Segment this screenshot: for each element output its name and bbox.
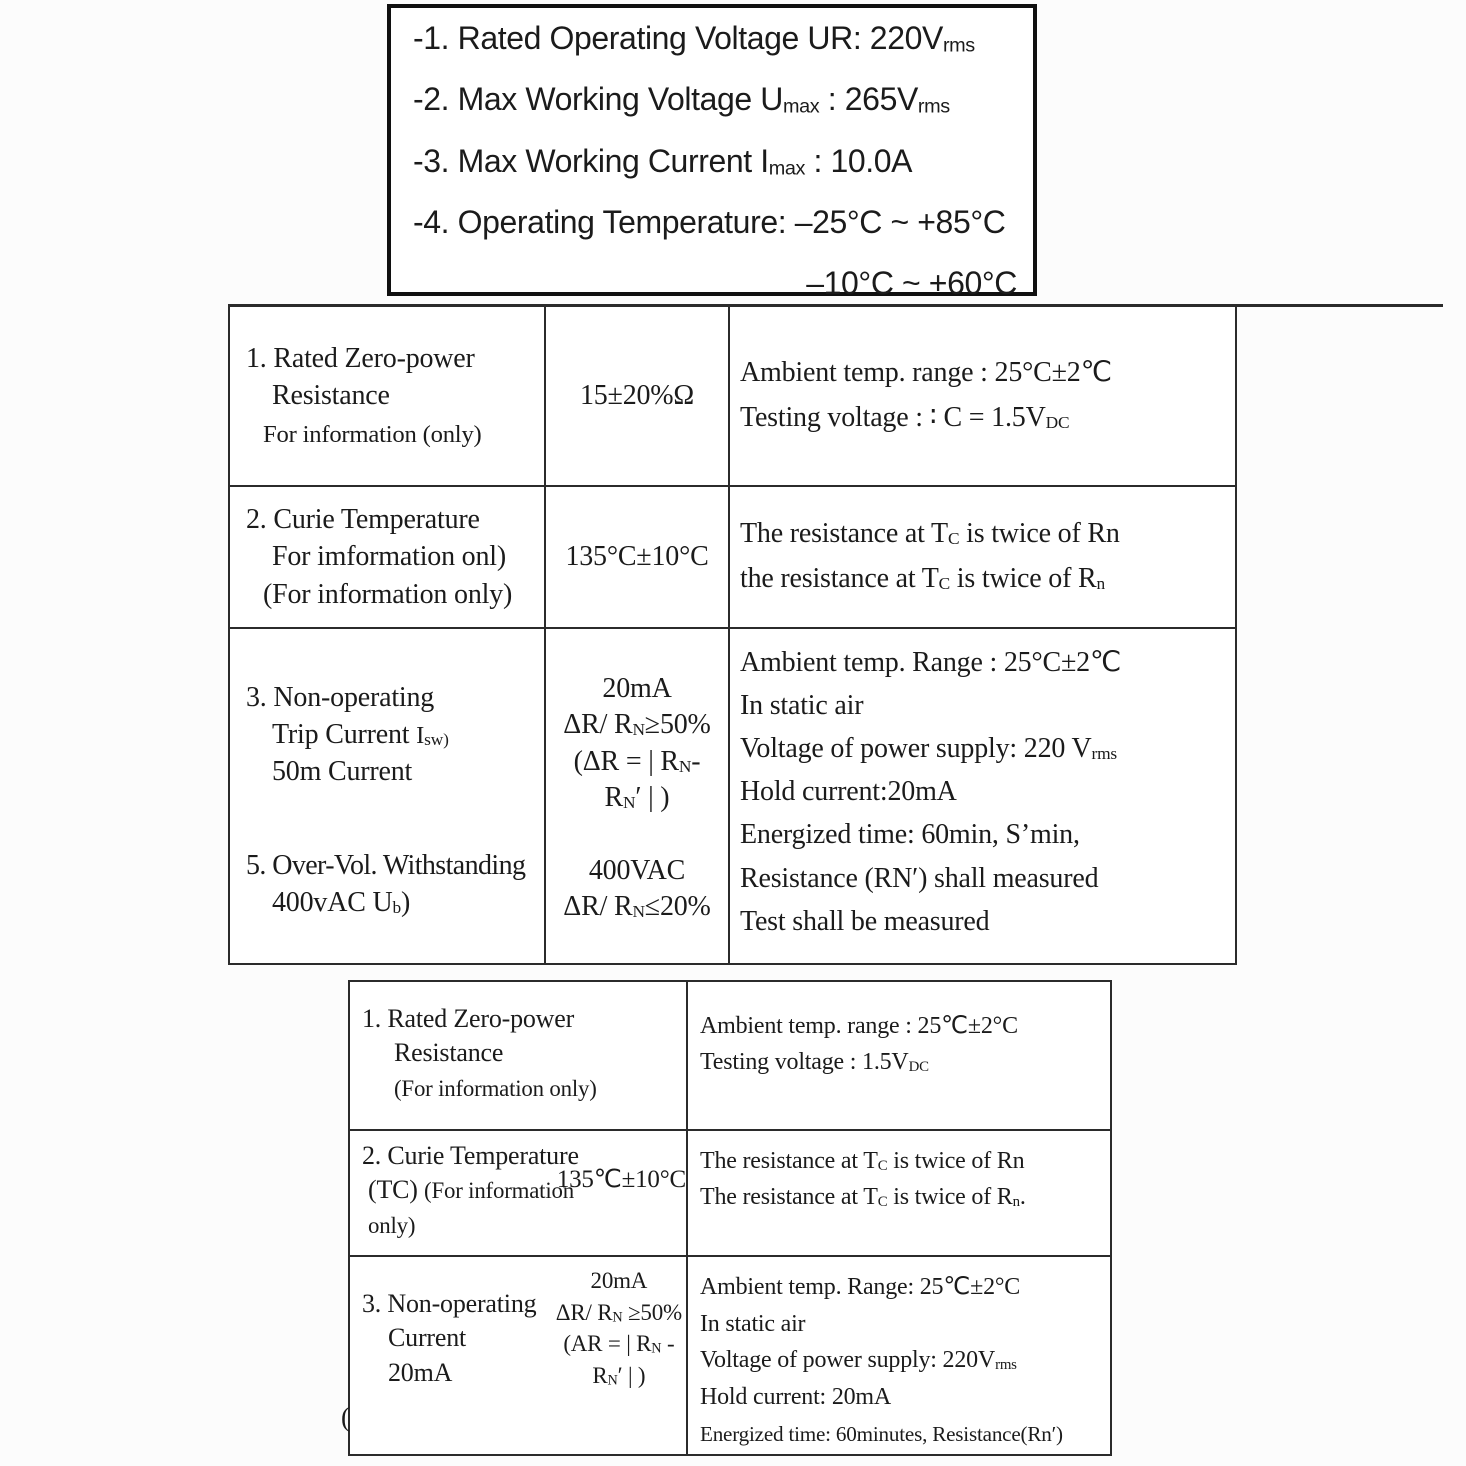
text-line: Hold current: 20mA [700, 1384, 892, 1411]
value-curie-temperature-2: 135℃±10°C [556, 1166, 686, 1193]
text-line: 20mA [590, 1268, 648, 1293]
text-line: the resistance at TC is twice of Rn [740, 563, 1105, 594]
operating-temperature-line: -4. Operating Temperature: –25°C ~ +85°C [413, 204, 1006, 241]
formula-block [556, 1265, 682, 1454]
max-working-current-line: -3. Max Working Current Imax : 10.0A [413, 142, 913, 180]
text-line: Ambient temp. Range: 25℃±2°C [700, 1274, 1021, 1300]
param-cell-rated-zero-power-resistance [230, 307, 546, 487]
text-line: 1. Rated Zero-power [246, 343, 475, 375]
text-line: 400VAC [588, 854, 686, 886]
text-line: 400vAC Ub) [272, 886, 411, 918]
text-line: RN′ | ) [592, 1363, 646, 1389]
value-cell-curie-temperature [546, 487, 730, 629]
text-line: RN′ | ) [604, 782, 670, 814]
conditions-cell-curie-temperature-2 [688, 1131, 1110, 1257]
main-spec-table [228, 307, 1237, 965]
text-line: Resistance (RN′) shall measured [740, 862, 1099, 894]
conditions-cell-resistance-2 [688, 982, 1110, 1131]
text-line: Energized time: 60minutes, Resistance(Rn′) [700, 1421, 1063, 1446]
conditions-cell-curie-temperature [730, 487, 1235, 629]
text-line: For information (only) [263, 420, 482, 448]
text-line: Ambient temp. range : 25℃±2°C [700, 1013, 1018, 1039]
text-line: ΔR/ RN ≥50% [555, 1299, 682, 1326]
text-line: Hold current:20mA [740, 776, 957, 808]
text-line: (AR = | RN - [563, 1331, 675, 1358]
text-line: 135°C±10°C [565, 541, 709, 572]
rated-operating-voltage-line: -1. Rated Operating Voltage UR: 220Vrms [413, 20, 975, 57]
text-line: The resistance at TC is twice of Rn. [700, 1184, 1026, 1210]
text-line: Testing voltage : 1.5VDC [700, 1049, 929, 1075]
text-line: Resistance [272, 380, 390, 412]
text-line: In static air [740, 690, 864, 722]
text-line: Voltage of power supply: 220 Vrms [740, 733, 1117, 765]
text-line: (For information only) [394, 1075, 597, 1101]
text-line: 2. Curie Temperature [362, 1141, 579, 1170]
conditions-cell-non-operating-current [688, 1257, 1110, 1454]
text-line: 1. Rated Zero-power [362, 1004, 575, 1033]
secondary-spec-table [348, 980, 1112, 1456]
value-cell-trip-current-and-overvoltage [546, 629, 730, 963]
text-line: Trip Current Isw) [272, 719, 449, 751]
text-line: Voltage of power supply: 220Vrms [700, 1347, 1017, 1374]
text-line: 20mA [388, 1357, 453, 1387]
text-line: 2. Curie Temperature [246, 504, 480, 536]
text-line: 3. Non-operating [362, 1289, 537, 1318]
max-working-voltage-line: -2. Max Working Voltage Umax : 265Vrms [413, 81, 950, 118]
text-line: Ambient temp. range : 25°C±2℃ [740, 357, 1112, 389]
text-line: 5. Over-Vol. Withstanding [246, 849, 526, 881]
text-line: 3. Non-operating [246, 682, 435, 713]
text-line: For imformation onl) [272, 541, 506, 573]
text-line: 20mA [602, 673, 672, 704]
text-line: Ambient temp. Range : 25°C±2℃ [740, 647, 1122, 678]
operating-temperature-line-2: –10°C ~ +60°C [806, 265, 1017, 302]
param-text-block [362, 1265, 536, 1454]
text-line: (TC) (For information [368, 1175, 574, 1205]
text-line: 15±20%Ω [579, 380, 695, 411]
param-cell-rated-zero-power-resistance-2 [350, 982, 688, 1131]
conditions-cell-resistance [730, 307, 1235, 487]
text-line: In static air [700, 1310, 806, 1337]
text-line: Current [388, 1323, 467, 1353]
text-line: Resistance [394, 1038, 504, 1068]
param-cell-trip-current-and-overvoltage [230, 629, 546, 963]
text-line: ΔR/ RN≤20% [563, 890, 711, 922]
param-cell-curie-temperature-2 [350, 1131, 688, 1257]
text-line: Test shall be measured [740, 905, 990, 937]
text-line: only) [368, 1212, 416, 1238]
text-line: The resistance at TC is twice of Rn [740, 518, 1120, 550]
stray-parenthesis-mark: ( [341, 1402, 350, 1432]
param-cell-non-operating-current [350, 1257, 688, 1454]
value-cell-resistance [546, 307, 730, 487]
text-line: Testing voltage : ∶ C = 1.5VDC [740, 402, 1070, 433]
param-cell-curie-temperature [230, 487, 546, 629]
text-line: 50m Current [272, 756, 413, 788]
text-line: ΔR/ RN≥50% [563, 709, 711, 741]
text-line: (For information only) [263, 578, 513, 610]
text-line: Energized time: 60min, S’min, [740, 819, 1080, 851]
text-line: The resistance at TC is twice of Rn [700, 1148, 1025, 1174]
ratings-spec-box [387, 4, 1037, 302]
conditions-cell-trip-current-and-overvoltage [730, 629, 1235, 963]
text-line: (ΔR = | RN- [573, 745, 701, 777]
